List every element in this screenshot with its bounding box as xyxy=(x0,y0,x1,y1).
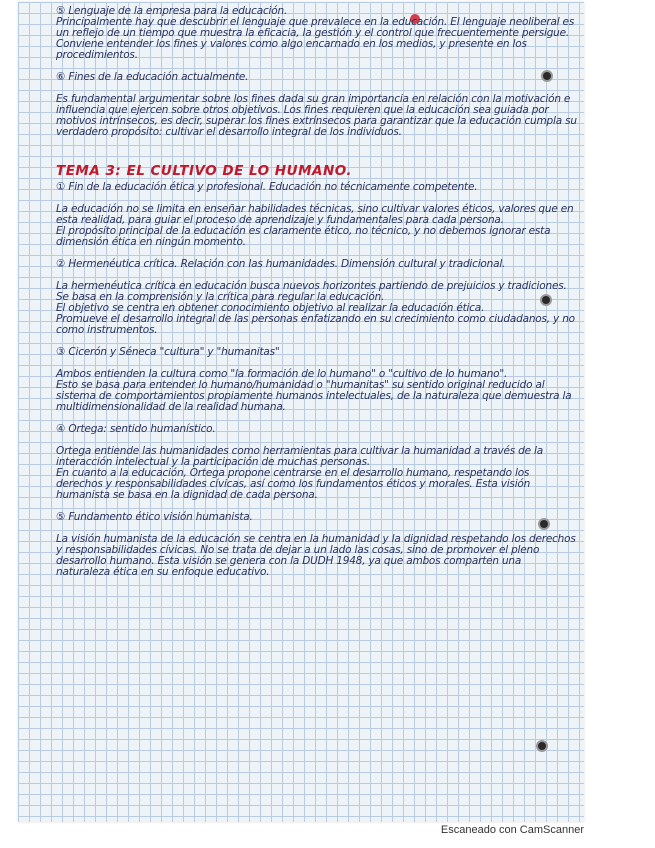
handwritten-notes xyxy=(56,6,578,578)
section-paragraph: Ambos entienden la cultura como "la formación de lo humano" o "cultivo de lo humano". Esto se basa para entender lo humano/humanidad o "humanitas" su sentido original reducido al sistema de comportamientos propiamente humanos intelectuales, de la naturaleza que demuestra la multidimensionalidad de la realidad humana. xyxy=(56,368,572,413)
section-paragraph: Es fundamental argumentar sobre los fines dada su gran importancia en relación con la motivación e influencia que ejercen sobre otros objetivos. Los fines requieren que la educación sea guiada por motivos intrínsecos, es decir, superar los fines extrínsecos para garantizar que la educación cumpla su verdadero propósito: cultivar el desarrollo integral de los individuos. xyxy=(56,93,577,138)
scanner-watermark: Escaneado con CamScanner xyxy=(440,824,584,836)
section-heading: ② Hermenéutica crítica. Relación con las humanidades. Dimensión cultural y tradicional. xyxy=(56,258,506,270)
section-heading: ⑥ Fines de la educación actualmente. xyxy=(56,71,249,83)
spacer xyxy=(56,138,578,160)
section-paragraph: La educación no se limita en enseñar habilidades técnicas, sino cultivar valores éticos, valores que en esta realidad, para guiar el proceso de aprendizaje y fundamentales para cada persona. El propósito principal de la educación es claramente ético, no técnico, y no debemos ignorar esta dimensión ética en ningún momento. xyxy=(56,203,574,248)
section-heading: ⑤ Lenguaje de la empresa para la educación. xyxy=(56,5,288,17)
section-paragraph: Ortega entiende las humanidades como herramientas para cultivar la humanidad a través de la interacción intelectual y la participación de muchas personas. En cuanto a la educación, Ortega propone centrarse en el desarrollo humano, respetando los derechos y responsabilidades cívicas, así como los fundamentos éticos y morales. Esta visión humanista se basa en la dignidad de cada persona. xyxy=(56,445,543,501)
section-heading: ⑤ Fundamento ético visión humanista. xyxy=(56,511,253,523)
section-heading: ③ Cicerón y Séneca "cultura" y "humanitas" xyxy=(56,346,280,358)
section-paragraph: La visión humanista de la educación se centra en la humanidad y la dignidad respetando los derechos y responsabilidades cívicas. No se trata de dejar a un lado las cosas, sino de promover el pleno desarrollo humano. Esta visión se genera con la DUDH 1948, ya que ambos comparten una naturaleza ética en su enfoque educativo. xyxy=(56,533,576,578)
theme-title: TEMA 3: EL CULTIVO DE LO HUMANO. xyxy=(56,163,353,179)
section-heading: ① Fin de la educación ética y profesional. Educación no técnicamente competente. xyxy=(56,181,478,193)
section-heading: ④ Ortega: sentido humanístico. xyxy=(56,423,216,435)
section-paragraph: Principalmente hay que descubrir el lenguaje que prevalece en la educación. El lenguaje neoliberal es un reflejo de un tiempo que muestra la eficacia, la gestión y el control que frecuentemente persigue. Conviene entender los fines y valores como algo encarnado en los medios, y presente en los procedimientos. xyxy=(56,16,575,61)
punch-hole xyxy=(536,740,548,752)
section-paragraph: La hermenéutica crítica en educación busca nuevos horizontes partiendo de prejuicios y tradiciones. Se basa en la comprensión y la crítica para regular la educación. El objetivo se centra en obtener conocimiento objetivo al realizar la educación ética. Promueve el desarrollo integral de las personas enfatizando en su crecimiento como ciudadanos, y no como instrumentos. xyxy=(56,280,575,336)
